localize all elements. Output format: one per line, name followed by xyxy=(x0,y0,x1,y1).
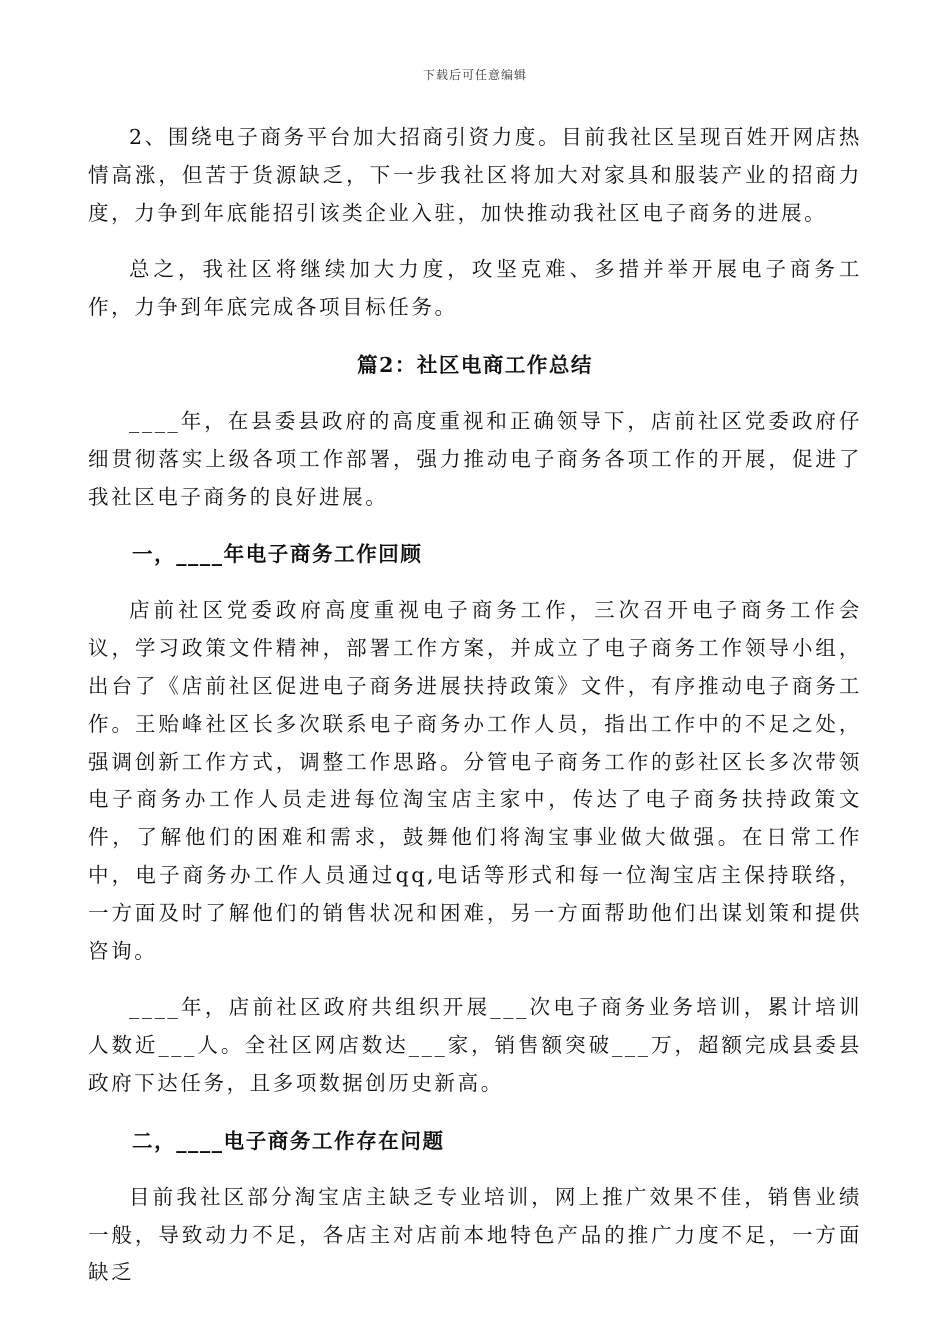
paragraph-gap xyxy=(88,232,862,251)
paragraph-gap xyxy=(88,1160,862,1179)
paragraph-gap xyxy=(88,970,862,989)
page-header: 下载后可任意编辑 xyxy=(422,68,527,82)
paragraph-review: 店前社区党委政府高度重视电子商务工作，三次召开电子商务工作会议，学习政策文件精神，部署工作方案，并成立了电子商务工作领导小组，出台了《店前社区促进电子商务进展扶持政策》文件，有序推动电子商务工作。王贻峰社区长多次联系电子商务办工作人员，指出工作中的不足之处，强调创新工作方式，调整工作思路。分管电子商务工作的彭社区长多次带领电子商务办工作人员走进每位淘宝店主家中，传达了电子商务扶持政策文件，了解他们的困难和需求，鼓舞他们将淘宝事业做大做强。在日常工作中，电子商务办工作人员通过qq,电话等形式和每一位淘宝店主保持联络，一方面及时了解他们的销售状况和困难，另一方面帮助他们出谋划策和提供咨询。 xyxy=(88,598,862,963)
paragraph-gap xyxy=(88,384,862,403)
paragraph-training: ____年，店前社区政府共组织开展___次电子商务业务培训，累计培训人数近___人。全社区网店数达___家，销售额突破___万，超额完成县委县政府下达任务，且多项数据创历史新高。 xyxy=(88,995,862,1095)
paragraph-gap xyxy=(88,573,862,592)
paragraph-conclusion: 总之，我社区将继续加大力度，攻坚克难、多措并举开展电子商务工作，力争到年底完成各项目标任务。 xyxy=(88,257,862,320)
document-body xyxy=(88,119,862,1292)
paragraph-gap xyxy=(88,1103,862,1122)
heading-review: 一，____年电子商务工作回顾 xyxy=(132,542,423,567)
section-title: 篇2：社区电商工作总结 xyxy=(357,352,593,377)
paragraph-investment: 2、围绕电子商务平台加大招商引资力度。目前我社区呈现百姓开网店热情高涨，但苦于货源缺乏，下一步我社区将加大对家具和服装产业的招商力度，力争到年底能招引该类企业入驻，加快推动我社区电子商务的进展。 xyxy=(88,125,862,225)
paragraph-gap xyxy=(88,516,862,535)
heading-problems: 二，____电子商务工作存在问题 xyxy=(132,1128,445,1153)
paragraph-problems: 目前我社区部分淘宝店主缺乏专业培训，网上推广效果不佳，销售业绩一般，导致动力不足，各店主对店前本地特色产品的推广力度不足，一方面缺乏 xyxy=(88,1184,862,1285)
paragraph-gap xyxy=(88,327,862,346)
paragraph-intro: ____年，在县委县政府的高度重视和正确领导下，店前社区党委政府仔细贯彻落实上级各项工作部署，强力推动电子商务各项工作的开展，促进了我社区电子商务的良好进展。 xyxy=(88,408,862,509)
